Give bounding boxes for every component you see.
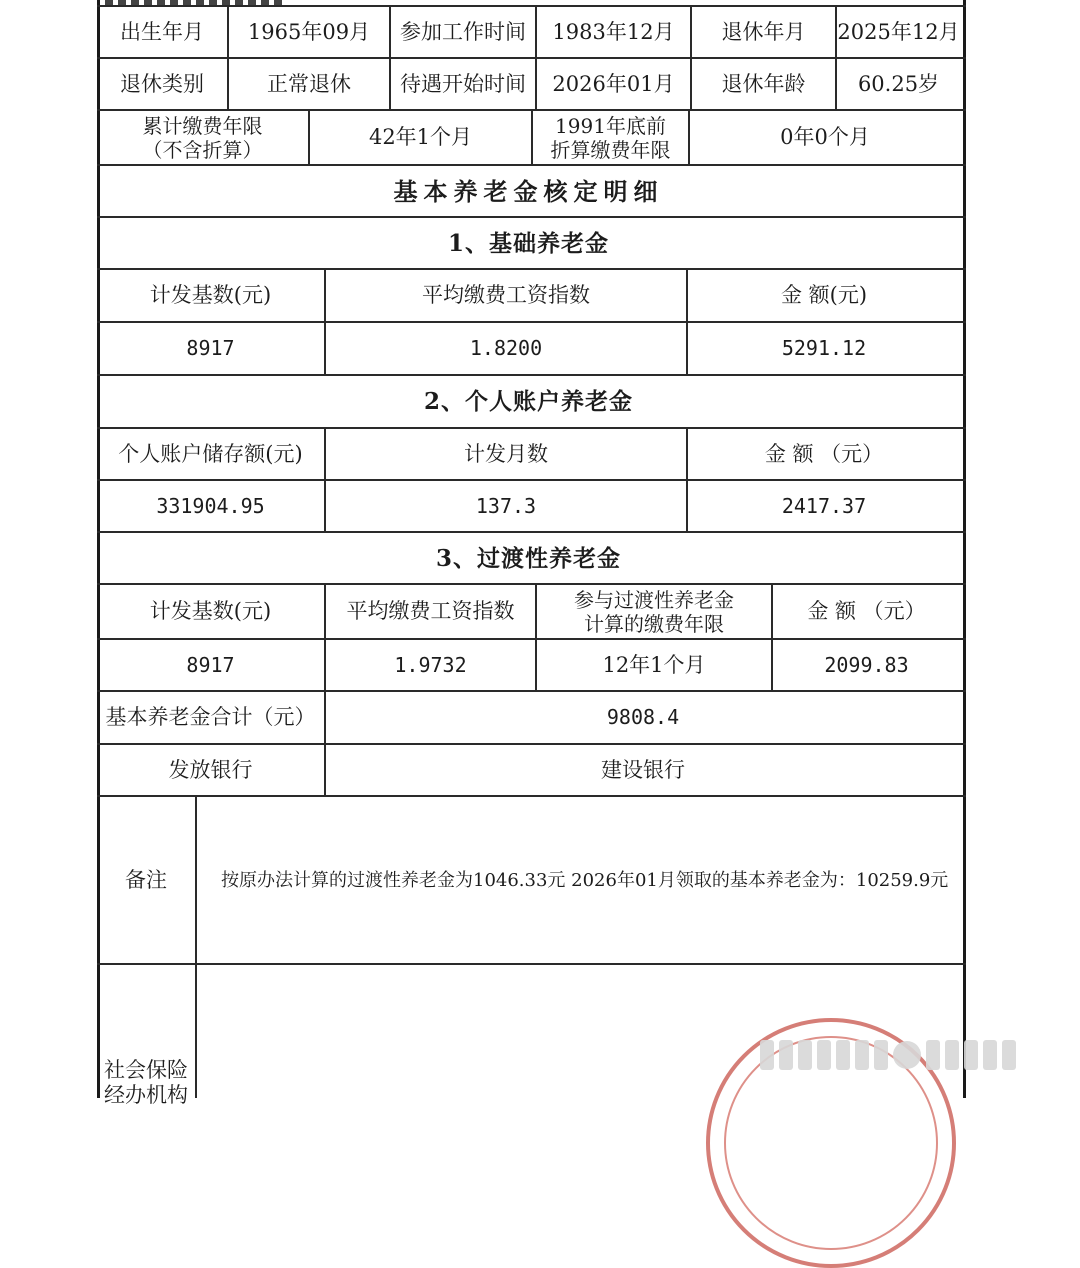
transition-header-row (97, 583, 966, 638)
basic-header-row (97, 268, 966, 321)
personal-header-row (97, 427, 966, 479)
watermark-block (945, 1040, 959, 1070)
bank-row (97, 743, 966, 795)
agency-label-line2: 经办机构 (104, 1083, 188, 1107)
personal-account-heading: 2、个人账户养老金 (423, 388, 633, 415)
work-start-value: 1983年12月 (535, 7, 690, 57)
agency-label (97, 965, 195, 1107)
retire-age-value: 60.25岁 (835, 59, 960, 109)
basic-col-amount: 金 额(元) (686, 270, 960, 321)
basic-index-value: 1.8200 (324, 323, 686, 374)
basic-pension-heading: 1、基础养老金 (447, 229, 609, 257)
retire-date-value: 2025年12月 (835, 7, 960, 57)
contrib-years-label (97, 111, 308, 164)
total-value: 9808.4 (324, 692, 960, 743)
personal-balance-value: 331904.95 (156, 493, 265, 518)
watermark-block (798, 1040, 812, 1070)
watermark-block (779, 1040, 793, 1070)
contrib-years-label-line1: 累计缴费年限 (142, 113, 263, 138)
remarks-row (97, 795, 966, 963)
personal-amount-value: 2417.37 (686, 481, 960, 531)
info-row-2 (97, 57, 966, 109)
transition-col-base: 计发基数(元) (149, 599, 272, 623)
transition-base-value: 8917 (186, 652, 235, 677)
transition-col-years-line1: 参与过渡性养老金 (574, 587, 734, 612)
benefit-start-value: 2026年01月 (535, 59, 690, 109)
watermark-block (855, 1040, 869, 1070)
transition-value-row (97, 638, 966, 690)
watermark-block (760, 1040, 774, 1070)
personal-value-row (97, 479, 966, 531)
basic-col-base: 计发基数(元) (149, 283, 272, 307)
watermark-block (836, 1040, 850, 1070)
total-row (97, 690, 966, 743)
retire-type-value: 正常退休 (227, 59, 389, 109)
basic-amount-value: 5291.12 (686, 323, 960, 374)
pre1991-label-line1: 1991年底前 (555, 113, 666, 138)
info-row-1 (97, 5, 966, 57)
pre1991-label-line2: 折算缴费年限 (550, 137, 671, 162)
remarks-text: 按原办法计算的过渡性养老金为1046.33元 2026年01月领取的基本养老金为：10259.9元 (195, 797, 960, 963)
watermark-block (817, 1040, 831, 1070)
work-start-label: 参加工作时间 (389, 7, 535, 57)
pre1991-label (531, 111, 688, 164)
personal-col-months: 计发月数 (324, 429, 686, 479)
contrib-years-label-line2: （不含折算） (142, 137, 263, 162)
transition-col-years-line2: 计算的缴费年限 (584, 611, 724, 636)
watermark-block (964, 1040, 978, 1070)
transition-heading-row (97, 531, 966, 583)
basic-base-value: 8917 (186, 336, 235, 360)
watermark (760, 1040, 1016, 1070)
benefit-start-label: 待遇开始时间 (389, 59, 535, 109)
bank-value: 建设银行 (324, 745, 960, 795)
watermark-circle (893, 1041, 921, 1069)
basic-value-row (97, 321, 966, 374)
basic-heading-row (97, 216, 966, 268)
birth-value: 1965年09月 (227, 7, 389, 57)
personal-col-balance: 个人账户储存额(元) (118, 441, 303, 466)
retire-date-label: 退休年月 (690, 7, 835, 57)
remarks-label: 备注 (125, 867, 167, 892)
retire-type-label: 退休类别 (120, 71, 204, 96)
personal-heading-row (97, 374, 966, 427)
watermark-block (1002, 1040, 1016, 1070)
contrib-years-value: 42年1个月 (308, 111, 531, 164)
watermark-block (874, 1040, 888, 1070)
basic-col-index: 平均缴费工资指数 (324, 270, 686, 321)
birth-label: 出生年月 (120, 19, 204, 44)
retire-age-label: 退休年龄 (690, 59, 835, 109)
pre1991-value: 0年0个月 (688, 111, 960, 164)
total-label: 基本养老金合计（元） (105, 705, 316, 729)
watermark-block (983, 1040, 997, 1070)
title-row (97, 164, 966, 216)
agency-label-line1: 社会保险 (104, 1058, 188, 1082)
transition-col-years (535, 585, 771, 638)
personal-months-value: 137.3 (324, 481, 686, 531)
transition-pension-heading: 3、过渡性养老金 (435, 544, 621, 572)
transition-index-value: 1.9732 (324, 640, 535, 690)
personal-col-amount: 金 额 （元） (686, 429, 960, 479)
watermark-block (926, 1040, 940, 1070)
page-title: 基本养老金核定明细 (393, 176, 664, 206)
bank-label: 发放银行 (168, 757, 253, 782)
transition-years-value: 12年1个月 (535, 640, 771, 690)
transition-amount-value: 2099.83 (771, 640, 960, 690)
transition-col-index: 平均缴费工资指数 (324, 585, 535, 638)
transition-col-amount: 金 额 （元） (771, 585, 960, 638)
info-row-3 (97, 109, 966, 164)
